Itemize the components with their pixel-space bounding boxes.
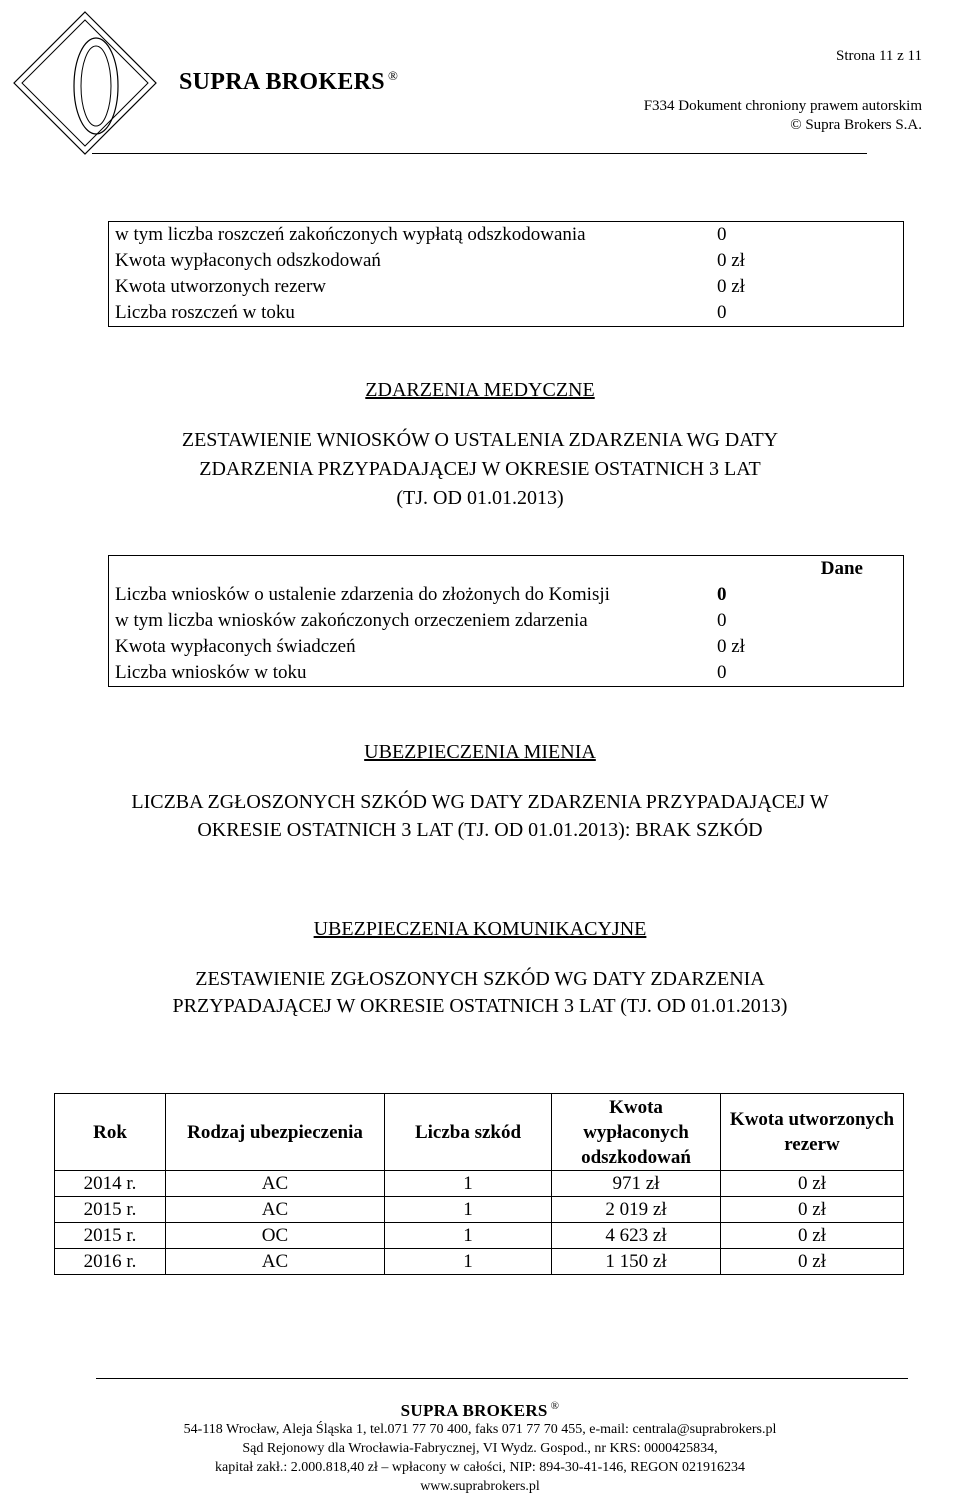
row-value: 0	[717, 302, 727, 323]
table-row	[109, 300, 904, 327]
cell-type: AC	[166, 1197, 385, 1223]
cell-paid: 1 150 zł	[552, 1249, 721, 1275]
cell-reserve: 0 zł	[721, 1197, 904, 1223]
footer-capital: kapitał zakł.: 2.000.818,40 zł – wpłacony w całości, NIP: 894-30-41-146, REGON 021916234	[215, 1460, 745, 1475]
cell-year: 2016 r.	[55, 1249, 166, 1275]
cell-paid: 4 623 zł	[552, 1223, 721, 1249]
row-value: 0	[717, 610, 727, 631]
cell-reserve: 0 zł	[721, 1249, 904, 1275]
row-value: 0 zł	[717, 636, 745, 657]
medical-applications-table	[108, 555, 904, 687]
cell-type: AC	[166, 1249, 385, 1275]
table-header-row	[109, 556, 904, 583]
footer-address: 54-118 Wrocław, Aleja Śląska 1, tel.071 77 70 400, faks 071 77 70 455, e-mail: centrala@suprabrokers.pl	[183, 1422, 777, 1437]
row-value: 0	[717, 584, 727, 605]
registered-mark: ®	[550, 1400, 560, 1412]
table-header-row	[55, 1094, 904, 1171]
row-label: Kwota wypłaconych odszkodowań	[115, 250, 381, 271]
cell-paid: 971 zł	[552, 1171, 721, 1197]
column-header: Liczba szkód	[385, 1094, 552, 1171]
section-heading-motor: UBEZPIECZENIA KOMUNIKACYJNE	[313, 918, 647, 940]
section-heading-medical: ZDARZENIA MEDYCZNE	[365, 379, 595, 401]
cell-year: 2015 r.	[55, 1197, 166, 1223]
table-row	[109, 248, 904, 274]
cell-reserve: 0 zł	[721, 1171, 904, 1197]
cell-count: 1	[385, 1223, 552, 1249]
motor-claims-table	[54, 1093, 904, 1275]
medical-subheading-line2: ZDARZENIA PRZYPADAJĄCEJ W OKRESIE OSTATNICH 3 LAT	[199, 458, 761, 480]
footer-divider	[96, 1378, 908, 1379]
table-row	[109, 634, 904, 660]
row-label: Liczba wniosków w toku	[115, 662, 307, 683]
table-row	[55, 1249, 904, 1275]
row-label: Kwota utworzonych rezerw	[115, 276, 327, 297]
document-notice: F334 Dokument chroniony prawem autorskim	[643, 98, 922, 114]
column-header: Kwota utworzonych rezerw	[721, 1094, 904, 1171]
cell-count: 1	[385, 1171, 552, 1197]
column-header: Kwota wypłaconych odszkodowań	[552, 1094, 721, 1171]
registered-mark: ®	[387, 68, 399, 83]
column-header-dane: Dane	[820, 558, 863, 579]
table-row	[109, 582, 904, 608]
cell-count: 1	[385, 1197, 552, 1223]
row-label: Kwota wypłaconych świadczeń	[115, 636, 356, 657]
header-brand	[179, 68, 398, 96]
property-line1: LICZBA ZGŁOSZONYCH SZKÓD WG DATY ZDARZENIA PRZYPADAJĄCEJ W	[131, 791, 829, 813]
row-value: 0	[717, 662, 727, 683]
footer-website[interactable]: www.suprabrokers.pl	[420, 1479, 540, 1494]
header-divider	[92, 153, 867, 154]
table-row	[109, 222, 904, 249]
table-row	[55, 1197, 904, 1223]
table-row	[55, 1171, 904, 1197]
cell-type: OC	[166, 1223, 385, 1249]
row-label: Liczba wniosków o ustalenie zdarzenia do złożonych do Komisji	[115, 584, 610, 605]
row-label: w tym liczba wniosków zakończonych orzeczeniem zdarzenia	[115, 610, 588, 631]
table-row	[109, 608, 904, 634]
row-value: 0 zł	[717, 276, 745, 297]
footer-court: Sąd Rejonowy dla Wrocławia-Fabrycznej, VI Wydz. Gospod., nr KRS: 0000425834,	[242, 1441, 718, 1456]
copyright-notice: © Supra Brokers S.A.	[790, 117, 922, 133]
table-row	[109, 274, 904, 300]
cell-year: 2015 r.	[55, 1223, 166, 1249]
row-value: 0 zł	[717, 250, 745, 271]
column-header: Rok	[55, 1094, 166, 1171]
footer-brand-name: SUPRA BROKERS	[400, 1400, 548, 1420]
header-brand-name: SUPRA BROKERS	[179, 69, 385, 95]
medical-subheading-line3: (TJ. OD 01.01.2013)	[396, 487, 564, 509]
property-line2: OKRESIE OSTATNICH 3 LAT (TJ. OD 01.01.2013): BRAK SZKÓD	[197, 819, 763, 841]
section-heading-property: UBEZPIECZENIA MIENIA	[364, 741, 596, 763]
page-number: Strona 11 z 11	[836, 48, 922, 64]
cell-type: AC	[166, 1171, 385, 1197]
column-header: Rodzaj ubezpieczenia	[166, 1094, 385, 1171]
row-value: 0	[717, 224, 727, 245]
cell-paid: 2 019 zł	[552, 1197, 721, 1223]
supra-brokers-logo	[10, 8, 160, 158]
row-label: Liczba roszczeń w toku	[115, 302, 295, 323]
cell-count: 1	[385, 1249, 552, 1275]
footer-brand	[0, 1397, 960, 1422]
motor-line2: PRZYPADAJĄCEJ W OKRESIE OSTATNICH 3 LAT (TJ. OD 01.01.2013)	[172, 995, 788, 1017]
cell-year: 2014 r.	[55, 1171, 166, 1197]
cell-reserve: 0 zł	[721, 1223, 904, 1249]
motor-line1: ZESTAWIENIE ZGŁOSZONYCH SZKÓD WG DATY ZDARZENIA	[195, 968, 765, 990]
medical-subheading-line1: ZESTAWIENIE WNIOSKÓW O USTALENIA ZDARZENIA WG DATY	[181, 429, 779, 451]
claims-summary-table	[108, 221, 904, 327]
table-row	[109, 660, 904, 687]
table-row	[55, 1223, 904, 1249]
row-label: w tym liczba roszczeń zakończonych wypłatą odszkodowania	[115, 224, 586, 245]
